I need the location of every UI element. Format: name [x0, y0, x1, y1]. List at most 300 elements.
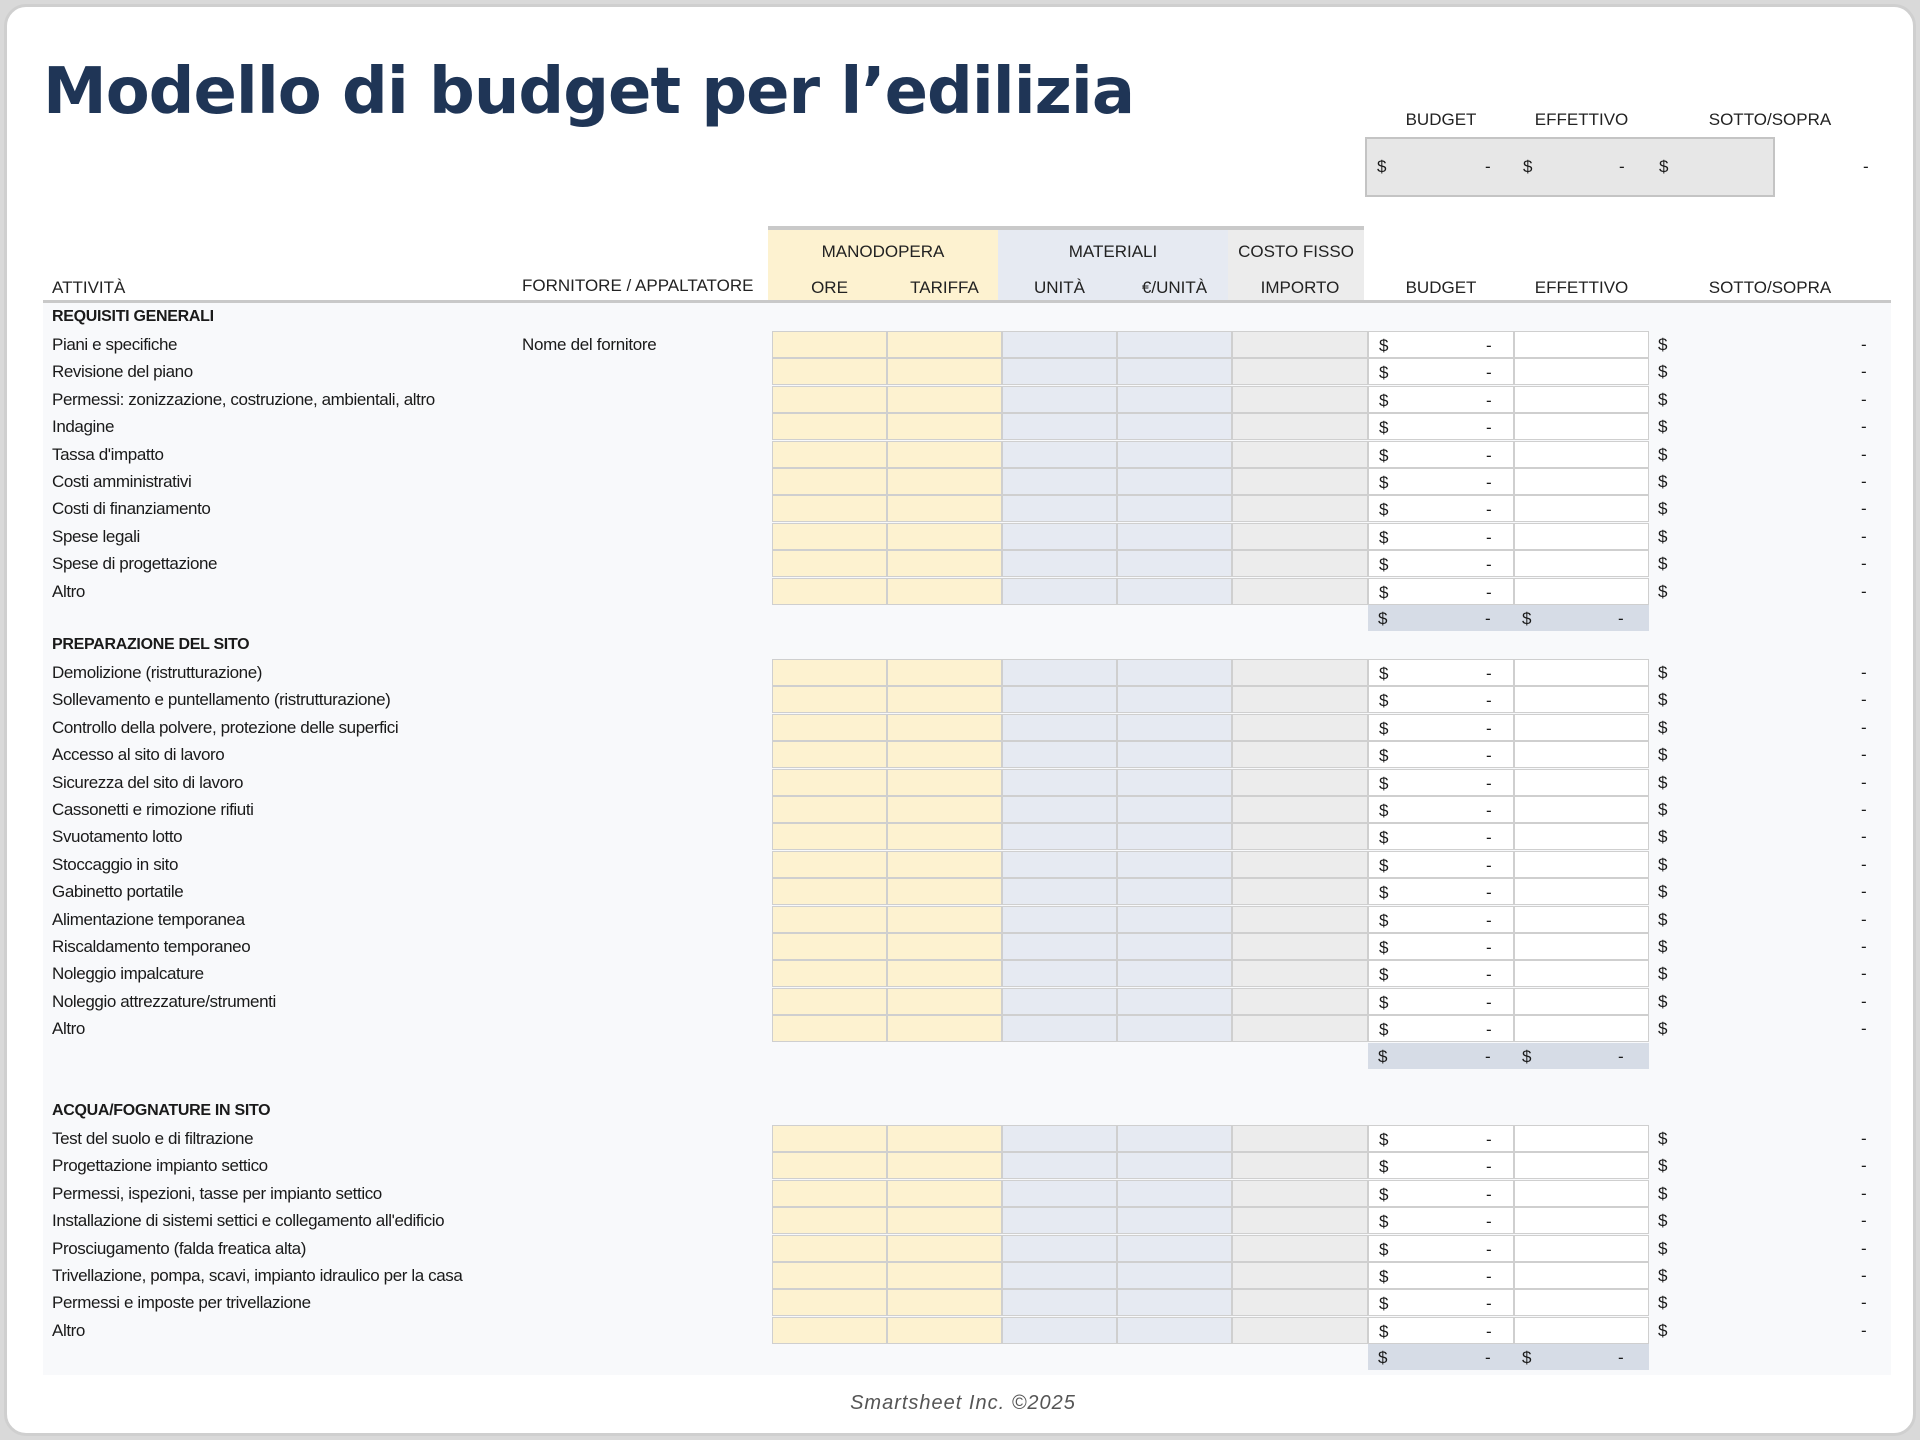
effettivo-cell[interactable]	[1514, 1289, 1649, 1316]
sotto-sopra-value: -	[1861, 1211, 1867, 1230]
euro-unita-cell[interactable]	[1117, 933, 1232, 960]
tariffa-cell[interactable]	[887, 1317, 1002, 1344]
unita-cell[interactable]	[1002, 1262, 1117, 1289]
euro-unita-cell[interactable]	[1117, 441, 1232, 468]
tariffa-cell[interactable]	[887, 495, 1002, 522]
sotto-sopra-value: -	[1861, 1156, 1867, 1175]
budget-cell	[1368, 578, 1514, 605]
ore-cell[interactable]	[772, 523, 887, 550]
effettivo-cell[interactable]	[1514, 933, 1649, 960]
sotto-sopra-currency: $	[1658, 663, 1668, 682]
euro-unita-cell[interactable]	[1117, 1262, 1232, 1289]
unita-cell[interactable]	[1002, 550, 1117, 577]
importo-cell[interactable]	[1232, 659, 1368, 686]
activity-label: Controllo della polvere, protezione delle superfici	[52, 718, 399, 737]
unita-cell[interactable]	[1002, 906, 1117, 933]
total-effettivo-currency: $	[1522, 1047, 1532, 1066]
unita-cell[interactable]	[1002, 578, 1117, 605]
importo-cell[interactable]	[1232, 741, 1368, 768]
sotto-sopra-value: -	[1861, 964, 1867, 983]
sotto-sopra-value: -	[1861, 718, 1867, 737]
budget-cell	[1368, 741, 1514, 768]
ore-cell[interactable]	[772, 769, 887, 796]
tariffa-cell[interactable]	[887, 1262, 1002, 1289]
euro-unita-cell[interactable]	[1117, 358, 1232, 385]
effettivo-cell[interactable]	[1514, 1317, 1649, 1344]
sotto-sopra-value: -	[1861, 663, 1867, 682]
budget-value: -	[1486, 856, 1492, 875]
budget-value: -	[1486, 583, 1492, 602]
effettivo-cell[interactable]	[1514, 495, 1649, 522]
sotto-sopra-currency: $	[1658, 992, 1668, 1011]
tariffa-cell[interactable]	[887, 1152, 1002, 1179]
table-row	[7, 823, 1916, 850]
importo-cell[interactable]	[1232, 358, 1368, 385]
tariffa-cell[interactable]	[887, 960, 1002, 987]
euro-unita-cell[interactable]	[1117, 1152, 1232, 1179]
tariffa-cell[interactable]	[887, 741, 1002, 768]
unita-cell[interactable]	[1002, 1207, 1117, 1234]
euro-unita-cell[interactable]	[1117, 659, 1232, 686]
budget-value: -	[1486, 1020, 1492, 1039]
summary-budget-header: BUDGET	[1405, 110, 1477, 129]
summary-sotto-sopra-header: SOTTO/SOPRA	[1708, 110, 1832, 129]
activity-label: Indagine	[52, 417, 115, 436]
tariffa-cell[interactable]	[887, 358, 1002, 385]
effettivo-cell[interactable]	[1514, 960, 1649, 987]
tariffa-cell[interactable]	[887, 823, 1002, 850]
budget-currency: $	[1379, 391, 1389, 410]
euro-unita-cell[interactable]	[1117, 468, 1232, 495]
ore-cell[interactable]	[772, 878, 887, 905]
table-row	[7, 1207, 1916, 1234]
table-row	[7, 851, 1916, 878]
tariffa-cell[interactable]	[887, 523, 1002, 550]
ore-cell[interactable]	[772, 1235, 887, 1262]
sotto-sopra-value: -	[1861, 472, 1867, 491]
table-row	[7, 441, 1916, 468]
tariffa-cell[interactable]	[887, 1207, 1002, 1234]
budget-cell	[1368, 659, 1514, 686]
tariffa-cell[interactable]	[887, 1235, 1002, 1262]
fornitore-column-header: FORNITORE / APPALTATORE	[522, 276, 754, 295]
effettivo-cell[interactable]	[1514, 386, 1649, 413]
budget-cell	[1368, 1152, 1514, 1179]
budget-currency: $	[1379, 446, 1389, 465]
ore-cell[interactable]	[772, 468, 887, 495]
importo-cell[interactable]	[1232, 796, 1368, 823]
importo-cell[interactable]	[1232, 933, 1368, 960]
importo-cell[interactable]	[1232, 1152, 1368, 1179]
effettivo-cell[interactable]	[1514, 331, 1649, 358]
activity-label: Noleggio impalcature	[52, 964, 204, 983]
unita-cell[interactable]	[1002, 823, 1117, 850]
activity-label: Costi amministrativi	[52, 472, 192, 491]
budget-cell	[1368, 769, 1514, 796]
importo-cell[interactable]	[1232, 1289, 1368, 1316]
ore-cell[interactable]	[772, 550, 887, 577]
effettivo-cell[interactable]	[1514, 714, 1649, 741]
euro-unita-cell[interactable]	[1117, 741, 1232, 768]
table-row	[7, 796, 1916, 823]
euro-unita-cell[interactable]	[1117, 1289, 1232, 1316]
unita-cell[interactable]	[1002, 1289, 1117, 1316]
budget-currency: $	[1379, 1240, 1389, 1259]
sotto-sopra-value: -	[1861, 582, 1867, 601]
ore-cell[interactable]	[772, 386, 887, 413]
total-effettivo-currency: $	[1522, 609, 1532, 628]
activity-label: Costi di finanziamento	[52, 499, 211, 518]
budget-value: -	[1486, 1322, 1492, 1341]
budget-currency: $	[1379, 965, 1389, 984]
section-total-effettivo	[1514, 1043, 1649, 1069]
ore-cell[interactable]	[772, 741, 887, 768]
sotto-sopra-value: -	[1861, 362, 1867, 381]
sotto-sopra-value: -	[1861, 1293, 1867, 1312]
euro-unita-cell[interactable]	[1117, 906, 1232, 933]
unita-cell[interactable]	[1002, 468, 1117, 495]
ore-cell[interactable]	[772, 686, 887, 713]
euro-unita-cell[interactable]	[1117, 686, 1232, 713]
unita-cell[interactable]	[1002, 796, 1117, 823]
unita-cell[interactable]	[1002, 1180, 1117, 1207]
tariffa-cell[interactable]	[887, 1289, 1002, 1316]
tariffa-cell[interactable]	[887, 1125, 1002, 1152]
unita-cell[interactable]	[1002, 386, 1117, 413]
activity-label: Demolizione (ristrutturazione)	[52, 663, 263, 682]
tariffa-cell[interactable]	[887, 1015, 1002, 1042]
page-title: Modello di budget per l’edilizia	[43, 55, 1135, 129]
tariffa-cell[interactable]	[887, 851, 1002, 878]
importo-cell[interactable]	[1232, 1207, 1368, 1234]
ore-cell[interactable]	[772, 796, 887, 823]
budget-column-header: BUDGET	[1405, 278, 1477, 297]
importo-cell[interactable]	[1232, 523, 1368, 550]
euro-unita-cell[interactable]	[1117, 851, 1232, 878]
importo-cell[interactable]	[1232, 686, 1368, 713]
tariffa-cell[interactable]	[887, 906, 1002, 933]
tariffa-cell[interactable]	[887, 578, 1002, 605]
tariffa-cell[interactable]	[887, 796, 1002, 823]
footer-credit: Smartsheet Inc. ©2025	[850, 1392, 1076, 1414]
activity-label: Riscaldamento temporaneo	[52, 937, 251, 956]
importo-cell[interactable]	[1232, 1015, 1368, 1042]
effettivo-cell[interactable]	[1514, 878, 1649, 905]
euro-unita-cell[interactable]	[1117, 386, 1232, 413]
tariffa-cell[interactable]	[887, 988, 1002, 1015]
total-budget-currency: $	[1378, 1047, 1388, 1066]
effettivo-cell[interactable]	[1514, 441, 1649, 468]
unita-cell[interactable]	[1002, 686, 1117, 713]
effettivo-cell[interactable]	[1514, 1125, 1649, 1152]
importo-cell[interactable]	[1232, 851, 1368, 878]
total-budget-value: -	[1485, 609, 1491, 628]
table-row	[7, 358, 1916, 385]
supplier-field[interactable]: Nome del fornitore	[522, 335, 657, 354]
unita-cell[interactable]	[1002, 441, 1117, 468]
activity-label: Prosciugamento (falda freatica alta)	[52, 1239, 306, 1258]
euro-unita-cell[interactable]	[1117, 413, 1232, 440]
unita-cell[interactable]	[1002, 523, 1117, 550]
sotto-sopra-currency: $	[1658, 964, 1668, 983]
activity-label: Piani e specifiche	[52, 335, 178, 354]
ore-cell[interactable]	[772, 659, 887, 686]
ore-cell[interactable]	[772, 960, 887, 987]
activity-label: Trivellazione, pompa, scavi, impianto idraulico per la casa	[52, 1266, 463, 1285]
importo-cell[interactable]	[1232, 550, 1368, 577]
tariffa-cell[interactable]	[887, 686, 1002, 713]
euro-unita-cell[interactable]	[1117, 1125, 1232, 1152]
table-row	[7, 1015, 1916, 1042]
unita-cell[interactable]	[1002, 495, 1117, 522]
euro-unita-cell[interactable]	[1117, 796, 1232, 823]
section-total-effettivo	[1514, 605, 1649, 631]
importo-cell[interactable]	[1232, 1125, 1368, 1152]
euro-unita-cell[interactable]	[1117, 769, 1232, 796]
sotto-sopra-column-header: SOTTO/SOPRA	[1708, 278, 1832, 297]
total-budget-currency: $	[1378, 1348, 1388, 1367]
total-budget-value: -	[1485, 1348, 1491, 1367]
euro-unita-cell[interactable]	[1117, 714, 1232, 741]
ore-cell[interactable]	[772, 933, 887, 960]
effettivo-cell[interactable]	[1514, 906, 1649, 933]
budget-value: -	[1486, 446, 1492, 465]
ore-cell[interactable]	[772, 988, 887, 1015]
importo-cell[interactable]	[1232, 823, 1368, 850]
sotto-sopra-currency: $	[1658, 690, 1668, 709]
budget-cell	[1368, 441, 1514, 468]
unita-cell[interactable]	[1002, 413, 1117, 440]
sotto-sopra-currency: $	[1658, 800, 1668, 819]
budget-currency: $	[1379, 1157, 1389, 1176]
budget-value: -	[1486, 938, 1492, 957]
effettivo-cell[interactable]	[1514, 358, 1649, 385]
unita-cell[interactable]	[1002, 851, 1117, 878]
ore-cell[interactable]	[772, 1015, 887, 1042]
importo-cell[interactable]	[1232, 1235, 1368, 1262]
unita-cell[interactable]	[1002, 1152, 1117, 1179]
budget-currency: $	[1379, 1212, 1389, 1231]
importo-cell[interactable]	[1232, 495, 1368, 522]
sotto-sopra-currency: $	[1658, 1019, 1668, 1038]
tariffa-cell[interactable]	[887, 386, 1002, 413]
section-total-budget	[1368, 605, 1514, 631]
tariffa-cell[interactable]	[887, 659, 1002, 686]
euro-unita-cell[interactable]	[1117, 988, 1232, 1015]
importo-cell[interactable]	[1232, 714, 1368, 741]
tariffa-cell[interactable]	[887, 933, 1002, 960]
unita-cell[interactable]	[1002, 933, 1117, 960]
effettivo-cell[interactable]	[1514, 769, 1649, 796]
ore-cell[interactable]	[772, 823, 887, 850]
budget-cell	[1368, 386, 1514, 413]
euro-unita-cell[interactable]	[1117, 1207, 1232, 1234]
effettivo-cell[interactable]	[1514, 550, 1649, 577]
budget-cell	[1368, 468, 1514, 495]
ore-cell[interactable]	[772, 1262, 887, 1289]
effettivo-cell[interactable]	[1514, 1235, 1649, 1262]
unita-cell[interactable]	[1002, 769, 1117, 796]
effettivo-cell[interactable]	[1514, 468, 1649, 495]
ore-cell[interactable]	[772, 578, 887, 605]
importo-cell[interactable]	[1232, 1317, 1368, 1344]
effettivo-cell[interactable]	[1514, 741, 1649, 768]
tariffa-cell[interactable]	[887, 441, 1002, 468]
ore-cell[interactable]	[772, 1289, 887, 1316]
importo-cell[interactable]	[1232, 988, 1368, 1015]
sotto-sopra-currency: $	[1658, 718, 1668, 737]
ore-cell[interactable]	[772, 1207, 887, 1234]
unita-cell[interactable]	[1002, 960, 1117, 987]
unita-cell[interactable]	[1002, 741, 1117, 768]
budget-value: -	[1486, 555, 1492, 574]
euro-unita-cell[interactable]	[1117, 1317, 1232, 1344]
ore-cell[interactable]	[772, 1125, 887, 1152]
ore-cell[interactable]	[772, 358, 887, 385]
table-row	[7, 550, 1916, 577]
budget-cell	[1368, 523, 1514, 550]
budget-currency: $	[1379, 473, 1389, 492]
sotto-sopra-currency: $	[1658, 1239, 1668, 1258]
section-total-budget	[1368, 1344, 1514, 1370]
tariffa-cell[interactable]	[887, 413, 1002, 440]
unita-cell[interactable]	[1002, 1235, 1117, 1262]
effettivo-cell[interactable]	[1514, 578, 1649, 605]
sotto-sopra-currency: $	[1658, 827, 1668, 846]
sotto-sopra-currency: $	[1658, 417, 1668, 436]
sotto-sopra-value: -	[1861, 745, 1867, 764]
sotto-sopra-currency: $	[1658, 390, 1668, 409]
effettivo-cell[interactable]	[1514, 659, 1649, 686]
budget-cell	[1368, 1317, 1514, 1344]
table-row	[7, 331, 1916, 358]
unita-cell[interactable]	[1002, 714, 1117, 741]
euro-unita-cell[interactable]	[1117, 878, 1232, 905]
effettivo-cell[interactable]	[1514, 796, 1649, 823]
effettivo-cell[interactable]	[1514, 988, 1649, 1015]
summary-sotto-sopra-value: -	[1863, 157, 1869, 176]
importo-cell[interactable]	[1232, 413, 1368, 440]
ore-cell[interactable]	[772, 906, 887, 933]
tariffa-cell[interactable]	[887, 331, 1002, 358]
tariffa-cell[interactable]	[887, 468, 1002, 495]
effettivo-cell[interactable]	[1514, 686, 1649, 713]
euro-unita-cell[interactable]	[1117, 823, 1232, 850]
table-row	[7, 1180, 1916, 1207]
ore-cell[interactable]	[772, 331, 887, 358]
ore-cell[interactable]	[772, 851, 887, 878]
ore-cell[interactable]	[772, 1152, 887, 1179]
ore-cell[interactable]	[772, 1317, 887, 1344]
table-row	[7, 906, 1916, 933]
summary-budget-currency: $	[1377, 157, 1387, 176]
budget-value: -	[1486, 828, 1492, 847]
importo-cell[interactable]	[1232, 468, 1368, 495]
euro-unita-cell[interactable]	[1117, 1180, 1232, 1207]
ore-cell[interactable]	[772, 495, 887, 522]
unita-cell[interactable]	[1002, 331, 1117, 358]
euro-unita-cell[interactable]	[1117, 495, 1232, 522]
euro-unita-cell[interactable]	[1117, 960, 1232, 987]
importo-cell[interactable]	[1232, 769, 1368, 796]
tariffa-cell[interactable]	[887, 1180, 1002, 1207]
effettivo-cell[interactable]	[1514, 823, 1649, 850]
attivita-column-header: ATTIVITÀ	[52, 278, 126, 297]
effettivo-cell[interactable]	[1514, 1180, 1649, 1207]
effettivo-cell[interactable]	[1514, 413, 1649, 440]
importo-cell[interactable]	[1232, 386, 1368, 413]
euro-unita-cell[interactable]	[1117, 1015, 1232, 1042]
budget-value: -	[1486, 418, 1492, 437]
budget-cell	[1368, 1235, 1514, 1262]
budget-cell	[1368, 686, 1514, 713]
sotto-sopra-currency: $	[1658, 1211, 1668, 1230]
importo-cell[interactable]	[1232, 906, 1368, 933]
unita-cell[interactable]	[1002, 358, 1117, 385]
effettivo-cell[interactable]	[1514, 1152, 1649, 1179]
ore-cell[interactable]	[772, 714, 887, 741]
budget-cell	[1368, 1125, 1514, 1152]
effettivo-cell[interactable]	[1514, 1262, 1649, 1289]
unita-cell[interactable]	[1002, 1125, 1117, 1152]
tariffa-cell[interactable]	[887, 550, 1002, 577]
tariffa-cell[interactable]	[887, 714, 1002, 741]
budget-cell	[1368, 878, 1514, 905]
budget-cell	[1368, 1262, 1514, 1289]
budget-cell	[1368, 1207, 1514, 1234]
effettivo-cell[interactable]	[1514, 851, 1649, 878]
budget-currency: $	[1379, 1020, 1389, 1039]
euro-unita-cell[interactable]	[1117, 523, 1232, 550]
budget-cell	[1368, 796, 1514, 823]
sotto-sopra-currency: $	[1658, 1156, 1668, 1175]
tariffa-cell[interactable]	[887, 769, 1002, 796]
table-row	[7, 714, 1916, 741]
unita-cell[interactable]	[1002, 1317, 1117, 1344]
euro-unita-cell[interactable]	[1117, 1235, 1232, 1262]
effettivo-cell[interactable]	[1514, 1207, 1649, 1234]
effettivo-cell[interactable]	[1514, 523, 1649, 550]
budget-value: -	[1486, 719, 1492, 738]
sotto-sopra-value: -	[1861, 417, 1867, 436]
importo-cell[interactable]	[1232, 441, 1368, 468]
unita-cell[interactable]	[1002, 878, 1117, 905]
budget-cell	[1368, 495, 1514, 522]
ore-cell[interactable]	[772, 441, 887, 468]
euro-unita-cell[interactable]	[1117, 331, 1232, 358]
sotto-sopra-value: -	[1861, 855, 1867, 874]
importo-cell[interactable]	[1232, 1262, 1368, 1289]
euro-unita-cell[interactable]	[1117, 578, 1232, 605]
unita-cell[interactable]	[1002, 659, 1117, 686]
importo-cell[interactable]	[1232, 578, 1368, 605]
importo-cell[interactable]	[1232, 331, 1368, 358]
ore-cell[interactable]	[772, 1180, 887, 1207]
unita-cell[interactable]	[1002, 1015, 1117, 1042]
effettivo-cell[interactable]	[1514, 1015, 1649, 1042]
activity-label: Spese legali	[52, 527, 140, 546]
tariffa-cell[interactable]	[887, 878, 1002, 905]
budget-currency: $	[1379, 1267, 1389, 1286]
euro-unita-cell[interactable]	[1117, 550, 1232, 577]
importo-cell[interactable]	[1232, 878, 1368, 905]
activity-label: Altro	[52, 1321, 85, 1340]
importo-cell[interactable]	[1232, 960, 1368, 987]
unita-cell[interactable]	[1002, 988, 1117, 1015]
ore-cell[interactable]	[772, 413, 887, 440]
importo-cell[interactable]	[1232, 1180, 1368, 1207]
activity-label: Stoccaggio in sito	[52, 855, 179, 874]
